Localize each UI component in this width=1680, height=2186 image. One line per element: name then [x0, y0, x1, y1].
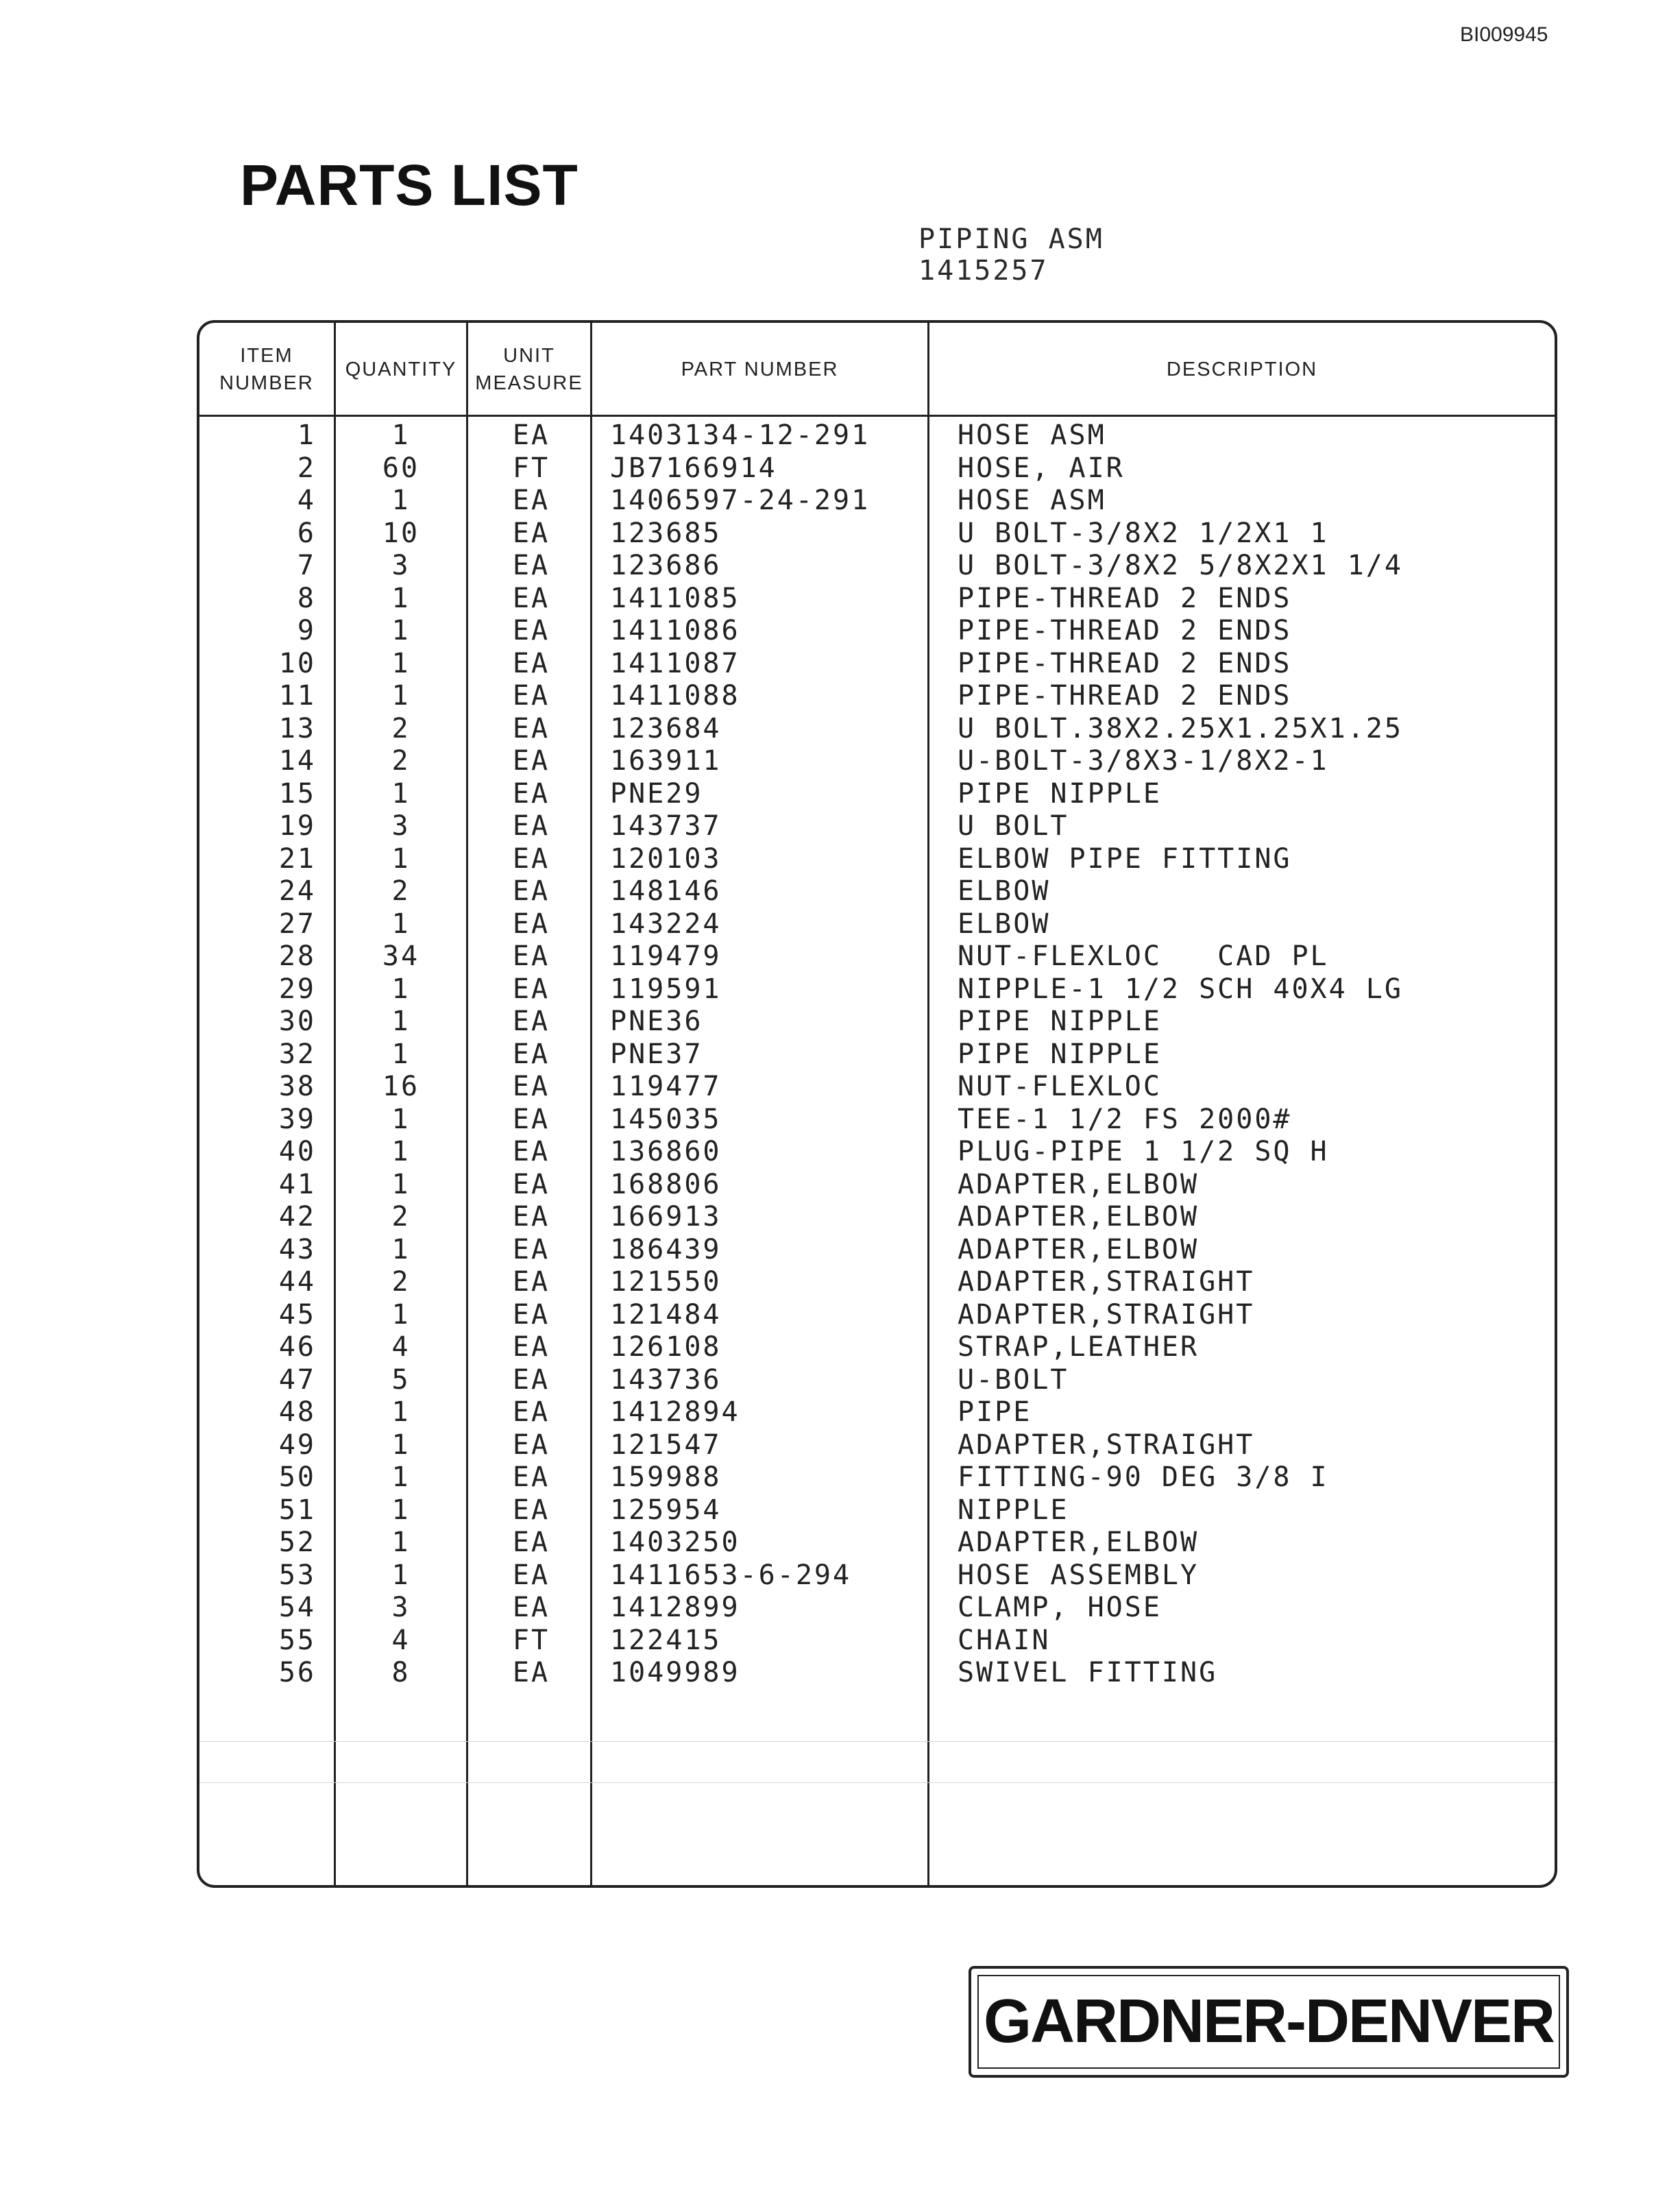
- header-item-number: ITEM NUMBER: [219, 344, 314, 394]
- item-number-cell: 6: [297, 517, 316, 549]
- item-number-cell: 32: [278, 1038, 316, 1070]
- table-row: [0, 1201, 1680, 1234]
- quantity-cell: 1: [391, 1038, 411, 1070]
- description-cell: PIPE-THREAD 2 ENDS: [958, 582, 1292, 614]
- part-number-cell: 121484: [610, 1298, 722, 1331]
- description-cell: PLUG-PIPE 1 1/2 SQ H: [958, 1136, 1329, 1167]
- document-id: BI009945: [1460, 23, 1548, 46]
- unit-measure-cell: FT: [512, 1624, 550, 1656]
- part-number-cell: 159988: [610, 1461, 722, 1493]
- unit-measure-cell: EA: [512, 810, 550, 842]
- unit-measure-cell: EA: [512, 1266, 550, 1298]
- logo-text: GARDNER-DENVER: [983, 1987, 1555, 2056]
- unit-measure-cell: EA: [512, 777, 550, 810]
- part-number-cell: 125954: [610, 1494, 722, 1526]
- description-cell: HOSE ASM: [958, 420, 1106, 451]
- table-row: [0, 1494, 1680, 1527]
- part-number-cell: 1412899: [610, 1592, 740, 1623]
- quantity-cell: 2: [391, 1266, 411, 1298]
- unit-measure-cell: EA: [512, 1331, 550, 1363]
- part-number-cell: 136860: [610, 1136, 722, 1167]
- part-number-cell: 123684: [610, 712, 722, 744]
- part-number-cell: 168806: [610, 1168, 722, 1200]
- item-number-cell: 56: [278, 1657, 316, 1688]
- item-number-cell: 1: [297, 420, 316, 451]
- item-number-cell: 41: [278, 1168, 316, 1200]
- unit-measure-cell: EA: [512, 1168, 550, 1200]
- table-row: [0, 1331, 1680, 1364]
- description-cell: ADAPTER,ELBOW: [958, 1527, 1200, 1558]
- row-divider: [199, 1782, 1555, 1783]
- item-number-cell: 13: [278, 712, 316, 744]
- assembly-number: 1415257: [918, 255, 1049, 287]
- quantity-cell: 5: [391, 1363, 411, 1396]
- item-number-cell: 49: [278, 1429, 316, 1461]
- part-number-cell: 1411086: [610, 615, 740, 646]
- description-cell: PIPE NIPPLE: [958, 1038, 1162, 1070]
- item-number-cell: 51: [278, 1494, 316, 1526]
- item-number-cell: 14: [278, 745, 316, 777]
- quantity-cell: 1: [391, 1527, 411, 1558]
- table-row: [0, 648, 1680, 681]
- item-number-cell: 27: [278, 908, 316, 940]
- table-row: [0, 1169, 1680, 1202]
- part-number-cell: 143224: [610, 908, 722, 940]
- quantity-cell: 1: [391, 647, 411, 679]
- item-number-cell: 24: [278, 875, 316, 907]
- table-row: [0, 1657, 1680, 1690]
- item-number-cell: 19: [278, 810, 316, 842]
- part-number-cell: 148146: [610, 875, 722, 907]
- description-cell: HOSE ASSEMBLY: [958, 1559, 1200, 1591]
- table-row: [0, 1136, 1680, 1169]
- quantity-cell: 8: [391, 1657, 411, 1688]
- description-cell: PIPE: [958, 1396, 1032, 1428]
- unit-measure-cell: EA: [512, 582, 550, 614]
- unit-measure-cell: EA: [512, 1527, 550, 1558]
- quantity-cell: 4: [391, 1331, 411, 1363]
- description-cell: NIPPLE-1 1/2 SCH 40X4 LG: [958, 973, 1403, 1005]
- quantity-cell: 4: [391, 1624, 411, 1656]
- description-cell: FITTING-90 DEG 3/8 I: [958, 1461, 1329, 1493]
- quantity-cell: 1: [391, 1461, 411, 1493]
- table-row: [0, 1104, 1680, 1137]
- item-number-cell: 2: [297, 452, 316, 484]
- assembly-info: [918, 223, 1104, 287]
- table-row: [0, 1527, 1680, 1559]
- item-number-cell: 21: [278, 842, 316, 875]
- table-row: [0, 452, 1680, 485]
- quantity-cell: 1: [391, 1298, 411, 1331]
- table-row: [0, 875, 1680, 908]
- item-number-cell: 28: [278, 940, 316, 972]
- table-row: [0, 1234, 1680, 1267]
- part-number-cell: 145035: [610, 1103, 722, 1135]
- part-number-cell: 119591: [610, 973, 722, 1005]
- description-cell: CHAIN: [958, 1624, 1051, 1656]
- table-row: [0, 680, 1680, 713]
- quantity-cell: 1: [391, 777, 411, 810]
- part-number-cell: 121547: [610, 1429, 722, 1461]
- part-number-cell: 1049989: [610, 1657, 740, 1688]
- item-number-cell: 8: [297, 582, 316, 614]
- item-number-cell: 50: [278, 1461, 316, 1493]
- part-number-cell: 120103: [610, 842, 722, 875]
- unit-measure-cell: EA: [512, 1461, 550, 1493]
- item-number-cell: 46: [278, 1331, 316, 1363]
- unit-measure-cell: EA: [512, 1429, 550, 1461]
- unit-measure-cell: EA: [512, 550, 550, 581]
- quantity-cell: 1: [391, 1103, 411, 1135]
- description-cell: SWIVEL FITTING: [958, 1657, 1218, 1688]
- parts-table-body: [0, 420, 1680, 1690]
- description-cell: ADAPTER,STRAIGHT: [958, 1429, 1255, 1461]
- table-row: [0, 1039, 1680, 1071]
- quantity-cell: 3: [391, 550, 411, 581]
- quantity-cell: 1: [391, 1136, 411, 1167]
- description-cell: HOSE, AIR: [958, 452, 1125, 484]
- item-number-cell: 55: [278, 1624, 316, 1656]
- unit-measure-cell: EA: [512, 1103, 550, 1135]
- item-number-cell: 7: [297, 550, 316, 581]
- quantity-cell: 10: [382, 517, 420, 549]
- quantity-cell: 3: [391, 1592, 411, 1623]
- description-cell: U BOLT-3/8X2 5/8X2X1 1/4: [958, 550, 1403, 581]
- unit-measure-cell: EA: [512, 1006, 550, 1037]
- item-number-cell: 54: [278, 1592, 316, 1623]
- unit-measure-cell: EA: [512, 908, 550, 940]
- description-cell: PIPE NIPPLE: [958, 777, 1162, 810]
- part-number-cell: 1411087: [610, 647, 740, 679]
- description-cell: ELBOW: [958, 875, 1051, 907]
- quantity-cell: 2: [391, 745, 411, 777]
- table-row: [0, 810, 1680, 843]
- table-row: [0, 1299, 1680, 1332]
- table-row: [0, 420, 1680, 452]
- unit-measure-cell: EA: [512, 875, 550, 907]
- row-divider: [199, 1741, 1555, 1742]
- table-row: [0, 1625, 1680, 1657]
- unit-measure-cell: EA: [512, 1559, 550, 1591]
- description-cell: NUT-FLEXLOC: [958, 1071, 1162, 1102]
- table-row: [0, 1396, 1680, 1429]
- description-cell: STRAP,LEATHER: [958, 1331, 1200, 1363]
- unit-measure-cell: EA: [512, 1396, 550, 1428]
- part-number-cell: 163911: [610, 745, 722, 777]
- item-number-cell: 9: [297, 615, 316, 646]
- description-cell: PIPE NIPPLE: [958, 1006, 1162, 1037]
- part-number-cell: 166913: [610, 1201, 722, 1232]
- part-number-cell: 1403250: [610, 1527, 740, 1558]
- quantity-cell: 1: [391, 1559, 411, 1591]
- item-number-cell: 38: [278, 1071, 316, 1102]
- table-row: [0, 908, 1680, 941]
- gardner-denver-logo: [969, 1966, 1569, 2078]
- item-number-cell: 48: [278, 1396, 316, 1428]
- unit-measure-cell: FT: [512, 452, 550, 484]
- description-cell: ADAPTER,ELBOW: [958, 1233, 1200, 1265]
- description-cell: PIPE-THREAD 2 ENDS: [958, 647, 1292, 679]
- part-number-cell: 123685: [610, 517, 722, 549]
- part-number-cell: 1411653-6-294: [610, 1559, 852, 1591]
- unit-measure-cell: EA: [512, 1657, 550, 1688]
- quantity-cell: 1: [391, 1006, 411, 1037]
- unit-measure-cell: EA: [512, 485, 550, 516]
- part-number-cell: 1411085: [610, 582, 740, 614]
- quantity-cell: 1: [391, 1168, 411, 1200]
- part-number-cell: PNE36: [610, 1006, 703, 1037]
- table-row: [0, 1429, 1680, 1462]
- table-row: [0, 518, 1680, 550]
- unit-measure-cell: EA: [512, 647, 550, 679]
- unit-measure-cell: EA: [512, 1038, 550, 1070]
- quantity-cell: 1: [391, 485, 411, 516]
- item-number-cell: 45: [278, 1298, 316, 1331]
- page-title: PARTS LIST: [240, 153, 579, 217]
- quantity-cell: 1: [391, 420, 411, 451]
- quantity-cell: 1: [391, 680, 411, 712]
- description-cell: CLAMP, HOSE: [958, 1592, 1162, 1623]
- header-quantity: QUANTITY: [345, 358, 457, 380]
- quantity-cell: 34: [382, 940, 420, 972]
- table-row: [0, 713, 1680, 746]
- quantity-cell: 1: [391, 1233, 411, 1265]
- table-row: [0, 550, 1680, 583]
- header-unit-measure: UNIT MEASURE: [475, 344, 583, 394]
- item-number-cell: 15: [278, 777, 316, 810]
- table-row: [0, 1266, 1680, 1299]
- table-row: [0, 1071, 1680, 1104]
- item-number-cell: 42: [278, 1201, 316, 1232]
- description-cell: ADAPTER,ELBOW: [958, 1201, 1200, 1232]
- logo-frame: [977, 1975, 1560, 2069]
- unit-measure-cell: EA: [512, 1136, 550, 1167]
- unit-measure-cell: EA: [512, 1201, 550, 1232]
- unit-measure-cell: EA: [512, 842, 550, 875]
- table-row: [0, 1364, 1680, 1397]
- header-part-number: PART NUMBER: [681, 358, 839, 380]
- unit-measure-cell: EA: [512, 420, 550, 451]
- table-row: [0, 1592, 1680, 1625]
- part-number-cell: 143736: [610, 1363, 722, 1396]
- quantity-cell: 2: [391, 1201, 411, 1232]
- item-number-cell: 29: [278, 973, 316, 1005]
- description-cell: ADAPTER,ELBOW: [958, 1168, 1200, 1200]
- description-cell: NIPPLE: [958, 1494, 1069, 1526]
- part-number-cell: 1412894: [610, 1396, 740, 1428]
- unit-measure-cell: EA: [512, 973, 550, 1005]
- unit-measure-cell: EA: [512, 1233, 550, 1265]
- description-cell: U BOLT-3/8X2 1/2X1 1: [958, 517, 1329, 549]
- quantity-cell: 3: [391, 810, 411, 842]
- unit-measure-cell: EA: [512, 712, 550, 744]
- table-row: [0, 973, 1680, 1006]
- quantity-cell: 2: [391, 712, 411, 744]
- header-description: DESCRIPTION: [1166, 358, 1318, 380]
- unit-measure-cell: EA: [512, 1592, 550, 1623]
- table-row: [0, 778, 1680, 811]
- quantity-cell: 60: [382, 452, 420, 484]
- table-row: [0, 583, 1680, 616]
- part-number-cell: 119477: [610, 1071, 722, 1102]
- table-row: [0, 1559, 1680, 1592]
- unit-measure-cell: EA: [512, 1071, 550, 1102]
- quantity-cell: 1: [391, 973, 411, 1005]
- table-row: [0, 1461, 1680, 1494]
- table-row: [0, 843, 1680, 876]
- part-number-cell: 1406597-24-291: [610, 485, 871, 516]
- item-number-cell: 30: [278, 1006, 316, 1037]
- item-number-cell: 11: [278, 680, 316, 712]
- unit-measure-cell: EA: [512, 1298, 550, 1331]
- part-number-cell: PNE37: [610, 1038, 703, 1070]
- part-number-cell: 143737: [610, 810, 722, 842]
- part-number-cell: 122415: [610, 1624, 722, 1656]
- part-number-cell: 121550: [610, 1266, 722, 1298]
- unit-measure-cell: EA: [512, 1363, 550, 1396]
- table-row: [0, 615, 1680, 648]
- item-number-cell: 43: [278, 1233, 316, 1265]
- quantity-cell: 16: [382, 1071, 420, 1102]
- unit-measure-cell: EA: [512, 940, 550, 972]
- quantity-cell: 1: [391, 908, 411, 940]
- unit-measure-cell: EA: [512, 1494, 550, 1526]
- description-cell: NUT-FLEXLOC CAD PL: [958, 940, 1329, 972]
- item-number-cell: 39: [278, 1103, 316, 1135]
- item-number-cell: 47: [278, 1363, 316, 1396]
- quantity-cell: 1: [391, 615, 411, 646]
- part-number-cell: 119479: [610, 940, 722, 972]
- quantity-cell: 1: [391, 842, 411, 875]
- item-number-cell: 44: [278, 1266, 316, 1298]
- description-cell: ELBOW: [958, 908, 1051, 940]
- unit-measure-cell: EA: [512, 680, 550, 712]
- part-number-cell: 186439: [610, 1233, 722, 1265]
- table-row: [0, 745, 1680, 778]
- quantity-cell: 1: [391, 582, 411, 614]
- unit-measure-cell: EA: [512, 517, 550, 549]
- description-cell: ADAPTER,STRAIGHT: [958, 1266, 1255, 1298]
- part-number-cell: 1403134-12-291: [610, 420, 871, 451]
- part-number-cell: 123686: [610, 550, 722, 581]
- description-cell: PIPE-THREAD 2 ENDS: [958, 680, 1292, 712]
- description-cell: U BOLT.38X2.25X1.25X1.25: [958, 712, 1403, 744]
- unit-measure-cell: EA: [512, 745, 550, 777]
- item-number-cell: 52: [278, 1527, 316, 1558]
- item-number-cell: 53: [278, 1559, 316, 1591]
- table-row: [0, 940, 1680, 973]
- part-number-cell: 1411088: [610, 680, 740, 712]
- quantity-cell: 1: [391, 1494, 411, 1526]
- unit-measure-cell: EA: [512, 615, 550, 646]
- description-cell: PIPE-THREAD 2 ENDS: [958, 615, 1292, 646]
- quantity-cell: 2: [391, 875, 411, 907]
- description-cell: ELBOW PIPE FITTING: [958, 842, 1292, 875]
- quantity-cell: 1: [391, 1396, 411, 1428]
- table-row: [0, 1006, 1680, 1039]
- quantity-cell: 1: [391, 1429, 411, 1461]
- part-number-cell: 126108: [610, 1331, 722, 1363]
- description-cell: U-BOLT-3/8X3-1/8X2-1: [958, 745, 1329, 777]
- item-number-cell: 10: [278, 647, 316, 679]
- item-number-cell: 40: [278, 1136, 316, 1167]
- item-number-cell: 4: [297, 485, 316, 516]
- part-number-cell: PNE29: [610, 777, 703, 810]
- assembly-name: PIPING ASM: [918, 223, 1104, 255]
- description-cell: HOSE ASM: [958, 485, 1106, 516]
- description-cell: TEE-1 1/2 FS 2000#: [958, 1103, 1292, 1135]
- description-cell: U-BOLT: [958, 1363, 1069, 1396]
- part-number-cell: JB7166914: [610, 452, 777, 484]
- description-cell: ADAPTER,STRAIGHT: [958, 1298, 1255, 1331]
- table-row: [0, 485, 1680, 518]
- description-cell: U BOLT: [958, 810, 1069, 842]
